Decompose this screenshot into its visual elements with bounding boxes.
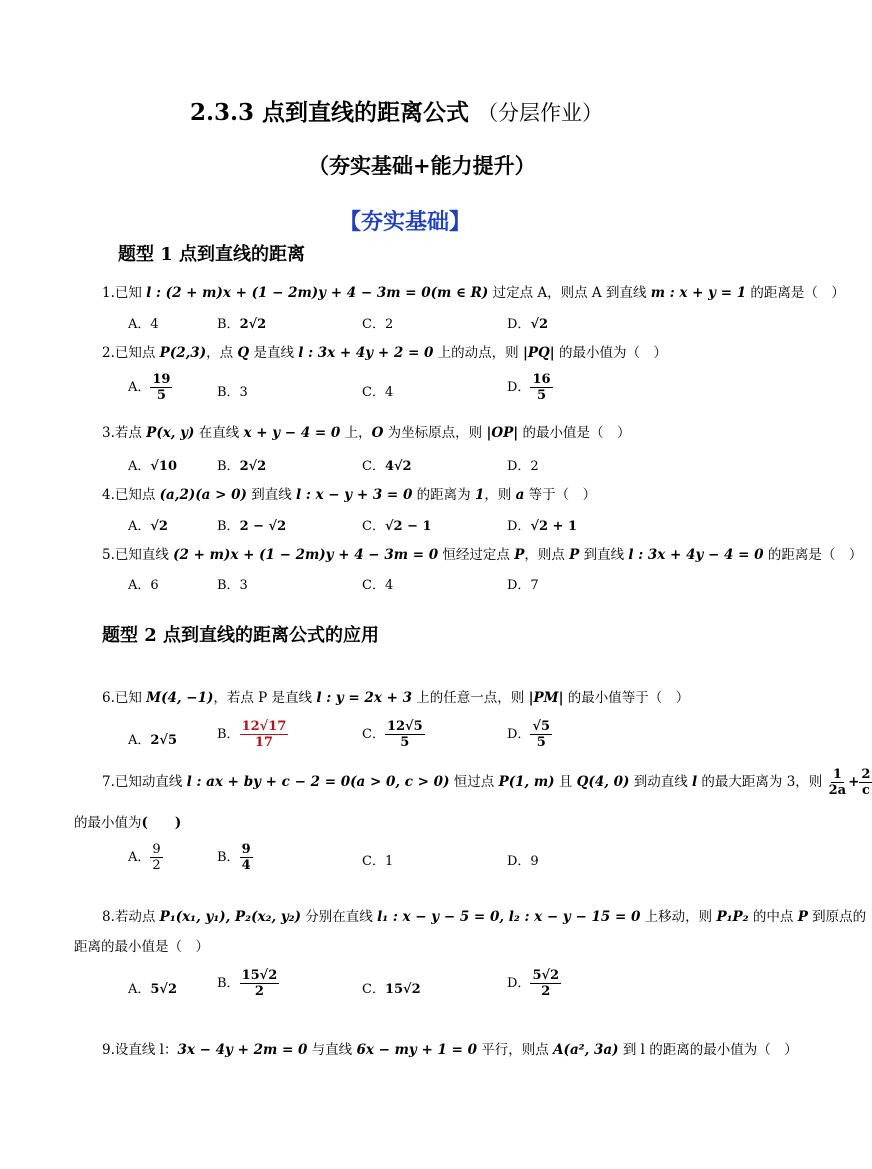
q2-math: Q <box>237 345 250 361</box>
page-subtitle: （夯实基础+能力提升） <box>308 153 536 178</box>
denominator: 2a <box>828 783 847 798</box>
numerator: 16 <box>532 372 551 387</box>
q8-math: P₁(x₁, y₁), P₂(x₂, y₂) <box>159 909 301 925</box>
denominator: 5 <box>536 735 546 750</box>
question-2 <box>102 341 667 361</box>
q6-option-c <box>362 719 425 750</box>
option-label: B． <box>217 459 240 474</box>
q7-text: 的最小值为 <box>74 815 142 831</box>
q4-math: 1 <box>474 487 485 503</box>
q4-option-b <box>217 515 286 534</box>
q4-text: 4.已知点 <box>102 487 160 503</box>
fraction <box>827 767 848 798</box>
q3-text: 上， <box>340 425 372 441</box>
question-7-line-2 <box>74 811 181 831</box>
question-8-line-2: 距离的最小值是（ ） <box>74 939 209 955</box>
q7-option-d: D．9 <box>507 854 539 869</box>
q2-text: 的最小值为（ ） <box>554 345 667 361</box>
denominator: 4 <box>241 858 251 873</box>
q5-text: 恒经过定点 <box>438 547 515 563</box>
q8-text: 8.若动点 <box>102 909 160 925</box>
q2-option-d <box>507 372 553 403</box>
q5-text: ，则点 <box>524 547 570 563</box>
heading-type-1: 题型 1 点到直线的距离 <box>118 244 306 265</box>
numerator: 1 <box>832 767 842 782</box>
q9-text: 9.设直线 l： <box>102 1042 178 1058</box>
q4-math: (a,2)(a > 0) <box>159 487 247 503</box>
numerator: 15√2 <box>241 968 278 983</box>
option-label: A． <box>128 519 151 534</box>
q3-math: x + y − 4 = 0 <box>243 425 341 441</box>
numerator: 12√5 <box>386 719 423 734</box>
q6-math: l : y = 2x + 3 <box>316 690 412 706</box>
q8-option-b <box>217 968 279 999</box>
option-value: √2 + 1 <box>530 519 578 534</box>
option-label: A． <box>128 850 151 865</box>
question-7 <box>102 767 872 798</box>
denominator: 5 <box>536 388 546 403</box>
q1-option-b <box>217 313 266 332</box>
q8-text: 分别在直线 <box>301 909 378 925</box>
q2-text: 是直线 <box>249 345 299 361</box>
option-value: 2√2 <box>239 317 267 332</box>
q1-math: l : (2 + m)x + (1 − 2m)y + 4 − 3m = 0(m ∈ R) <box>146 285 489 301</box>
option-label: D． <box>507 727 531 742</box>
option-label: A． <box>128 459 151 474</box>
q5-option-d: D．7 <box>507 578 539 593</box>
q2-math: |PQ| <box>522 345 555 361</box>
q8-math: P <box>797 909 808 925</box>
question-3 <box>102 421 631 441</box>
title-main: 点到直线的距离公式 <box>262 99 470 126</box>
q1-option-a: A．4 <box>128 317 159 332</box>
option-label: B． <box>217 519 240 534</box>
q2-math: l : 3x + 4y + 2 = 0 <box>298 345 434 361</box>
option-label: D． <box>507 317 531 332</box>
q8-math: P₁P₂ <box>716 909 749 925</box>
q5-text: 的距离是（ ） <box>763 547 863 563</box>
q5-math: P <box>514 547 525 563</box>
q5-math: l : 3x + 4y − 4 = 0 <box>628 547 764 563</box>
q2-math: P(2,3) <box>159 345 207 361</box>
q3-text: 的最小值是（ ） <box>518 425 631 441</box>
q7-option-c: C．1 <box>362 854 394 869</box>
q7-option-b <box>217 842 253 873</box>
question-9 <box>102 1038 798 1058</box>
q5-option-b: B．3 <box>217 578 248 593</box>
numerator: 2 <box>861 767 871 782</box>
q3-text: 为坐标原点，则 <box>383 425 487 441</box>
option-value: 15√2 <box>384 982 421 997</box>
fraction <box>530 968 561 999</box>
q3-option-b <box>217 455 266 474</box>
option-value: √2 <box>150 519 168 534</box>
q4-text: 的距离为 <box>412 487 475 503</box>
heading-type-2: 题型 2 点到直线的距离公式的应用 <box>102 625 380 646</box>
q9-math: A(a², 3a) <box>553 1042 619 1058</box>
option-label: C． <box>362 459 385 474</box>
q3-text: 在直线 <box>194 425 244 441</box>
question-8 <box>102 905 866 925</box>
q8-text: 的中点 <box>748 909 798 925</box>
q6-option-a <box>128 729 177 748</box>
q7-math: l : ax + by + c − 2 = 0(a > 0, c > 0) <box>186 774 450 790</box>
q3-math: P(x, y) <box>146 425 195 441</box>
q8-option-c <box>362 978 421 997</box>
denominator: 5 <box>156 388 166 403</box>
q9-math: 3x − 4y + 2m = 0 <box>177 1042 308 1058</box>
fraction <box>530 719 552 750</box>
option-label: B． <box>217 976 240 991</box>
q4-option-a <box>128 515 168 534</box>
q3-option-c <box>362 455 412 474</box>
q5-text: 到直线 <box>579 547 629 563</box>
option-value: 4√2 <box>384 459 412 474</box>
q1-option-d <box>507 313 548 332</box>
option-value: √10 <box>150 459 178 474</box>
q8-option-d <box>507 968 561 999</box>
numerator: 19 <box>152 372 171 387</box>
q1-math: m : x + y = 1 <box>650 285 747 301</box>
q5-math: (2 + m)x + (1 − 2m)y + 4 − 3m = 0 <box>173 547 439 563</box>
q4-math: l : x − y + 3 = 0 <box>296 487 413 503</box>
q4-option-c <box>362 515 432 534</box>
option-value: 2√5 <box>150 733 178 748</box>
q8-option-a <box>128 978 177 997</box>
q3-option-d: D．2 <box>507 459 539 474</box>
q2-text: 上的动点，则 <box>433 345 523 361</box>
q7-text: 7.已知动直线 <box>102 774 187 790</box>
fraction <box>385 719 425 750</box>
answer-paren: ( ) <box>141 815 182 831</box>
q6-text: 6.已知 <box>102 690 147 706</box>
fraction <box>150 372 172 403</box>
option-label: D． <box>507 380 531 395</box>
q6-math: M(4, −1) <box>146 690 214 706</box>
fraction <box>240 968 280 999</box>
fraction <box>240 842 253 873</box>
q5-option-c: C．4 <box>362 578 394 593</box>
option-label: A． <box>128 733 151 748</box>
section-heading: 【夯实基础】 <box>339 209 472 235</box>
option-value: 2√2 <box>239 459 267 474</box>
q6-math: |PM| <box>528 690 564 706</box>
q1-text: 过定点 A，则点 A 到直线 <box>488 285 651 301</box>
fraction <box>150 842 162 873</box>
q3-text: 3.若点 <box>102 425 147 441</box>
q1-text: 1.已知 <box>102 285 147 301</box>
q6-text: 的最小值等于（ ） <box>563 690 690 706</box>
denominator: c <box>861 783 870 798</box>
q4-text: 到直线 <box>246 487 297 503</box>
option-label: B． <box>217 850 240 865</box>
q9-math: 6x − my + 1 = 0 <box>356 1042 477 1058</box>
option-label: D． <box>507 519 531 534</box>
option-label: D． <box>507 976 531 991</box>
option-label: B． <box>217 727 240 742</box>
page-title <box>190 94 603 127</box>
q6-option-b <box>217 719 288 750</box>
q9-text: 平行，则点 <box>476 1042 554 1058</box>
title-sub: （分层作业） <box>477 101 604 125</box>
q4-text: ，则 <box>484 487 516 503</box>
q7-math: P(1, m) <box>498 774 555 790</box>
q1-text: 的距离是（ ） <box>746 285 845 301</box>
q2-text: ，点 <box>206 345 238 361</box>
option-label: C． <box>362 519 385 534</box>
q5-option-a: A．6 <box>128 578 159 593</box>
numerator: √5 <box>532 719 551 734</box>
question-6 <box>102 686 689 706</box>
option-label: A． <box>128 380 151 395</box>
q9-text: 到 l 的距离的最小值为（ ） <box>618 1042 798 1058</box>
q6-option-d <box>507 719 552 750</box>
q8-text: 到原点的 <box>807 909 867 925</box>
option-label: C． <box>362 727 385 742</box>
q8-math: l₁ : x − y − 5 = 0, l₂ : x − y − 15 = 0 <box>377 909 641 925</box>
q3-math: |OP| <box>486 425 519 441</box>
denominator: 5 <box>400 735 410 750</box>
q4-math: a <box>515 487 525 503</box>
q2-text: 2.已知点 <box>102 345 160 361</box>
question-5 <box>102 543 862 563</box>
q7-math: Q(4, 0) <box>576 774 630 790</box>
fraction <box>530 372 552 403</box>
option-value: 2 − √2 <box>239 519 287 534</box>
q1-option-c: C．2 <box>362 317 394 332</box>
q5-text: 5.已知直线 <box>102 547 174 563</box>
q2-option-b: B．3 <box>217 385 248 400</box>
q3-option-a <box>128 455 177 474</box>
option-value: 5√2 <box>150 982 178 997</box>
title-number: 2.3.3 <box>190 99 255 126</box>
q8-text: 上移动，则 <box>640 909 717 925</box>
option-label: A． <box>128 982 151 997</box>
plus-sign: + <box>848 774 860 790</box>
denominator: 2 <box>152 858 161 873</box>
fraction <box>859 767 872 798</box>
q6-text: ，若点 P 是直线 <box>213 690 317 706</box>
q5-math: P <box>569 547 580 563</box>
option-label: C． <box>362 982 385 997</box>
q4-text: 等于（ ） <box>524 487 597 503</box>
numerator: 12√17 <box>241 719 287 734</box>
question-4 <box>102 483 596 503</box>
q7-text: 到动直线 <box>629 774 692 790</box>
q2-option-a <box>128 372 172 403</box>
option-label: B． <box>217 317 240 332</box>
q2-option-c: C．4 <box>362 385 394 400</box>
q9-text: 与直线 <box>307 1042 357 1058</box>
denominator: 2 <box>541 984 551 999</box>
denominator: 2 <box>254 984 264 999</box>
q7-math: l <box>692 774 698 790</box>
q7-text: 且 <box>554 774 577 790</box>
denominator: 17 <box>254 735 273 750</box>
option-value: √2 − 1 <box>384 519 432 534</box>
question-1 <box>102 281 845 301</box>
q6-text: 上的任意一点，则 <box>411 690 529 706</box>
q7-option-a <box>128 842 163 873</box>
option-value: √2 <box>530 317 549 332</box>
fraction <box>240 719 289 750</box>
numerator: 9 <box>241 842 251 857</box>
q3-math: O <box>371 425 384 441</box>
q4-option-d <box>507 515 577 534</box>
numerator: 5√2 <box>532 968 560 983</box>
q7-text: 的最大距离为 3，则 <box>697 774 827 790</box>
numerator: 9 <box>152 842 161 857</box>
q7-text: 恒过点 <box>449 774 499 790</box>
